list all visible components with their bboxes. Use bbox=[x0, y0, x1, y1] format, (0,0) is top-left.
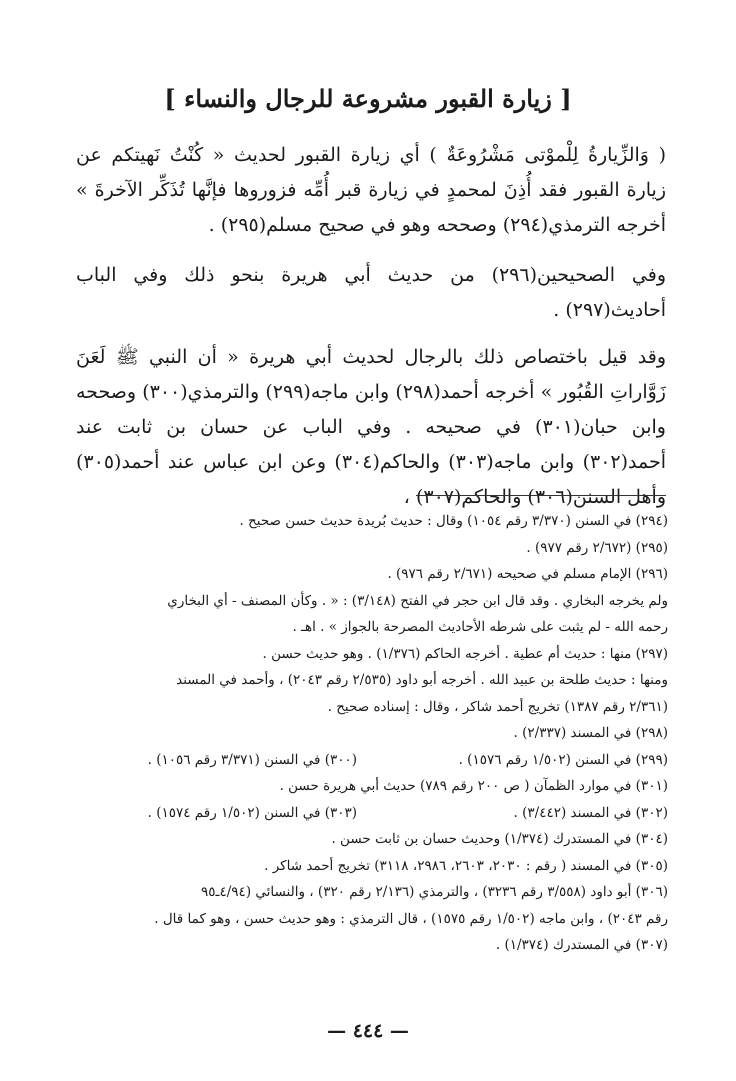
footnote: (٢٩٤) في السنن (٣/٣٧٠ رقم ١٠٥٤) وقال : حديث بُريدة حديث حسن صحيح . bbox=[239, 513, 668, 529]
footnote: (٣٠٤) في المستدرك (١/٣٧٤) وحديث حسان بن ثابت حسن . bbox=[331, 831, 668, 847]
footnote: (٢٩٥) (٢/٦٧٢ رقم ٩٧٧) . bbox=[526, 539, 668, 556]
footnote: (٣٠٣) في السنن (١/٥٠٢ رقم ١٥٧٤) . bbox=[147, 804, 358, 821]
footnote: (٣٠٠) في السنن (٣/٣٧١ رقم ١٠٥٦) . bbox=[147, 751, 358, 768]
body-paragraph bbox=[76, 138, 666, 243]
body-paragraph bbox=[76, 340, 666, 515]
footnote-row bbox=[70, 747, 668, 774]
footnote: (٢٩٧) منها : حديث أم عطية . أخرجه الحاكم (١/٣٧٦) . وهو حديث حسن . bbox=[262, 645, 668, 662]
paragraph-text: وقد قيل باختصاص ذلك بالرجال لحديث أبي هريرة « أن النبي ﷺ لَعَنَ زَوَّاراتِ القُبُور » أخرجه أحمد(٢٩٨) وابن ماجه(٢٩٩) والترمذي(٣٠٠) وصححه وابن حبان(٣٠١) في صحيحه . وفي الباب عن حسان بن ثابت عند أحمد(٣٠٢) وابن ماجه(٣٠٣) والحاكم(٣٠٤) وعن ابن عباس عند أحمد(٣٠٥) وأهل السنن(٣٠٦) والحاكم(٣٠٧) ، bbox=[76, 346, 667, 508]
footnotes bbox=[70, 508, 668, 959]
footnote: (٢٩٦) الإمام مسلم في صحيحه (٢/٦٧١ رقم ٩٧٦) . bbox=[387, 566, 668, 582]
footnote: (٣٠٧) في المستدرك (١/٣٧٤) . bbox=[495, 937, 668, 953]
footnote-continuation: ومنها : حديث طلحة بن عبيد الله . أخرجه أبو داود (٢/٥٣٥ رقم ٢٠٤٣) ، وأحمد في المسند bbox=[176, 672, 668, 688]
footnote-continuation: رحمه الله - لم يثبت على شرطه الأحاديث المصرحة بالجواز » . اهـ . bbox=[292, 619, 668, 635]
footnote: (٣٠٥) في المسند ( رقم : ٢٠٣٠، ٢٦٠٣، ٢٩٨٦، ٣١١٨) تخريج أحمد شاكر . bbox=[264, 857, 668, 874]
footnote-continuation: رقم ٢٠٤٣) ، وابن ماجه (١/٥٠٢ رقم ١٥٧٥) ، قال الترمذي : وهو حديث حسن ، وهو كما قال . bbox=[154, 910, 668, 927]
footnote: (٢٩٩) في السنن (١/٥٠٢ رقم ١٥٧٦) . bbox=[458, 751, 668, 768]
body-paragraph bbox=[76, 258, 666, 328]
paragraph-text: ( وَالزِّيارةُ لِلْموْتى مَشْرُوعَةٌ ) أي زيارة القبور لحديث « كُنْتُ نَهيتكم عن زيارة القبور فقد أُذِنَ لمحمدٍ في زيارة قبر أُمِّه فزوروها فإنَّها تُذَكِّر الآخرةَ » أخرجه الترمذي(٢٩٤) وصححه وهو في صحيح مسلم(٢٩٥) . bbox=[76, 144, 666, 236]
footnote-continuation: (٢/٣٦١ رقم ١٣٨٧) تخريج أحمد شاكر ، وقال : إسناده صحيح . bbox=[327, 698, 668, 715]
footnote: (٣٠١) في موارد الظمآن ( ص ٢٠٠ رقم ٧٨٩) حديث أبي هريرة حسن . bbox=[279, 778, 668, 794]
footnote: (٣٠٢) في المسند (٣/٤٤٢) . bbox=[513, 804, 668, 821]
section-heading: [ زيارة القبور مشروعة للرجال والنساء ] bbox=[164, 84, 572, 113]
footnote-continuation: ولم يخرجه البخاري . وقد قال ابن حجر في الفتح (٣/١٤٨) : « . وكأن المصنف - أي البخاري bbox=[167, 592, 668, 609]
footnote: (٢٩٨) في المسند (٢/٣٣٧) . bbox=[513, 725, 668, 741]
page-number: — ٤٤٤ — bbox=[327, 1020, 409, 1042]
footnote-divider bbox=[416, 495, 666, 496]
footnote: (٣٠٦) أبو داود (٣/٥٥٨ رقم ٣٢٣٦) ، والترمذي (٢/١٣٦ رقم ٣٢٠) ، والنسائي (٤/٩٤ـ٩٥ bbox=[201, 884, 668, 900]
footnote-row bbox=[70, 800, 668, 827]
paragraph-text: وفي الصحيحين(٢٩٦) من حديث أبي هريرة بنحو ذلك وفي الباب أحاديث(٢٩٧) . bbox=[76, 264, 666, 321]
